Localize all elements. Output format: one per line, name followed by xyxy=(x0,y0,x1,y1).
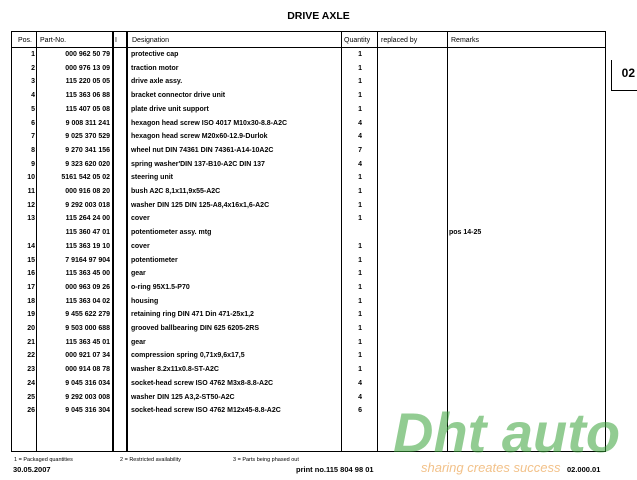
cell-remarks: pos 14-25 xyxy=(449,229,482,237)
cell-pos: 21 xyxy=(27,338,35,346)
cell-part-no: 115 363 45 00 xyxy=(65,270,110,278)
cell-designation: cover xyxy=(131,242,150,250)
header-pos: Pos. xyxy=(18,37,33,44)
cell-part-no: 9 455 622 279 xyxy=(65,311,110,319)
table-row xyxy=(12,49,605,63)
cell-part-no: 9 008 311 241 xyxy=(65,119,110,127)
cell-pos: 15 xyxy=(27,256,35,264)
cell-designation: socket-head screw ISO 4762 M12x45-8.8-A2C xyxy=(131,407,281,415)
cell-pos: 19 xyxy=(27,311,35,319)
cell-pos: 22 xyxy=(27,352,35,360)
table-row xyxy=(12,131,605,145)
cell-pos: 2 xyxy=(31,64,35,72)
section-tab-label: 02 xyxy=(621,66,635,80)
table-row xyxy=(12,104,605,118)
cell-part-no: 9 503 000 688 xyxy=(65,325,110,332)
cell-designation: gear xyxy=(131,338,146,346)
cell-designation: grooved ballbearing DIN 625 6205-2RS xyxy=(131,325,259,332)
cell-pos: 3 xyxy=(31,78,35,86)
cell-quantity: 4 xyxy=(358,379,362,387)
page-title: DRIVE AXLE xyxy=(287,10,350,22)
cell-designation: traction motor xyxy=(131,64,179,72)
table-row xyxy=(12,364,605,378)
cell-part-no: 115 363 19 10 xyxy=(65,242,110,250)
table-row xyxy=(12,118,605,132)
table-row xyxy=(12,378,605,392)
table-row xyxy=(12,90,605,104)
table-row xyxy=(12,227,605,241)
cell-quantity: 1 xyxy=(358,78,362,86)
table-row xyxy=(12,337,605,351)
table-row xyxy=(12,323,605,337)
cell-part-no: 115 363 04 02 xyxy=(65,297,110,305)
table-row xyxy=(12,282,605,296)
table-row xyxy=(12,350,605,364)
cell-quantity: 1 xyxy=(358,283,362,291)
cell-designation: cover xyxy=(131,215,150,223)
legend-restricted: 2 = Restricted availability xyxy=(120,457,181,463)
footer-date: 30.05.2007 xyxy=(13,465,51,474)
legend-phased-out: 3 = Parts being phased out xyxy=(233,457,299,463)
cell-designation: washer DIN 125 DIN 125-A8,4x16x1,6-A2C xyxy=(131,201,270,209)
cell-quantity: 1 xyxy=(358,64,362,72)
cell-pos: 9 xyxy=(31,160,35,168)
cell-pos: 10 xyxy=(27,174,35,182)
cell-pos: 13 xyxy=(27,215,35,223)
legend-packaged: 1 = Packaged quantities xyxy=(14,457,73,463)
cell-quantity: 1 xyxy=(358,366,362,374)
cell-pos: 12 xyxy=(27,201,35,209)
cell-designation: potentiometer xyxy=(131,256,178,264)
cell-pos: 20 xyxy=(27,325,35,332)
cell-designation: washer DIN 125 A3,2-ST50-A2C xyxy=(131,393,235,401)
cell-part-no: 9 045 316 304 xyxy=(65,407,110,415)
cell-part-no: 9 323 620 020 xyxy=(65,160,110,168)
table-row xyxy=(12,172,605,186)
cell-pos: 1 xyxy=(31,51,35,58)
cell-part-no: 115 264 24 00 xyxy=(65,215,110,223)
cell-part-no: 000 914 08 78 xyxy=(65,366,110,374)
table-row xyxy=(12,296,605,310)
cell-part-no: 9 270 341 156 xyxy=(65,146,110,154)
cell-quantity: 1 xyxy=(358,311,362,319)
cell-pos: 11 xyxy=(27,188,35,195)
cell-quantity: 1 xyxy=(358,92,362,100)
cell-designation: bush A2C 8,1x11,9x55-A2C xyxy=(131,188,221,195)
cell-quantity: 4 xyxy=(358,160,362,168)
table-row xyxy=(12,255,605,269)
cell-designation: protective cap xyxy=(131,51,179,58)
cell-designation: potentiometer assy. mtg xyxy=(131,229,212,237)
cell-pos: 18 xyxy=(27,297,35,305)
footer-print-no: print no.115 804 98 01 xyxy=(296,465,374,474)
dht-auto-watermark-logo xyxy=(393,398,633,476)
cell-part-no: 000 976 13 09 xyxy=(65,64,110,72)
parts-table xyxy=(11,31,606,452)
cell-part-no: 115 363 06 88 xyxy=(65,92,110,100)
cell-quantity: 1 xyxy=(358,188,362,195)
cell-designation: spring washer'DIN 137-B10-A2C DIN 137 xyxy=(131,160,265,168)
cell-quantity: 1 xyxy=(358,201,362,209)
cell-quantity: 1 xyxy=(358,270,362,278)
cell-designation: retaining ring DIN 471 Din 471-25x1,2 xyxy=(131,311,254,319)
table-row xyxy=(12,309,605,323)
cell-part-no: 9 292 003 018 xyxy=(65,201,110,209)
table-row xyxy=(12,76,605,90)
table-row xyxy=(12,63,605,77)
cell-designation: washer 8.2x11x0.8-ST-A2C xyxy=(131,366,219,374)
cell-part-no: 7 9164 97 904 xyxy=(65,256,110,264)
table-row xyxy=(12,213,605,227)
header-rule xyxy=(12,47,605,48)
cell-pos: 7 xyxy=(31,133,35,141)
cell-quantity: 1 xyxy=(358,105,362,113)
cell-quantity: 6 xyxy=(358,407,362,415)
cell-quantity: 4 xyxy=(358,393,362,401)
cell-part-no: 000 921 07 34 xyxy=(65,352,110,360)
cell-part-no: 5161 542 05 02 xyxy=(61,174,110,182)
cell-designation: drive axle assy. xyxy=(131,78,183,86)
table-row xyxy=(12,159,605,173)
cell-part-no: 115 220 05 05 xyxy=(65,78,110,86)
cell-designation: o-ring 95X1.5-P70 xyxy=(131,283,190,291)
cell-part-no: 115 363 45 01 xyxy=(65,338,110,346)
cell-pos: 14 xyxy=(27,242,35,250)
cell-part-no: 9 292 003 008 xyxy=(65,393,110,401)
cell-pos: 17 xyxy=(27,283,35,291)
cell-designation: hexagon head screw M20x60-12.9-Durlok xyxy=(131,133,268,141)
cell-part-no: 115 407 05 08 xyxy=(65,105,110,113)
header-quantity: Quantity xyxy=(344,37,371,44)
cell-pos: 6 xyxy=(31,119,35,127)
cell-pos: 25 xyxy=(27,393,35,401)
cell-quantity: 1 xyxy=(358,297,362,305)
watermark-tagline: sharing creates success xyxy=(421,460,561,475)
cell-part-no: 9 045 316 034 xyxy=(65,379,110,387)
header-designation: Designation xyxy=(132,37,169,44)
header-replaced-by: replaced by xyxy=(381,37,418,44)
header-i: I xyxy=(115,37,117,44)
cell-part-no: 000 962 50 79 xyxy=(65,51,110,58)
footer-page-code: 02.000.01 xyxy=(567,465,601,474)
cell-quantity: 7 xyxy=(358,146,362,154)
cell-pos: 16 xyxy=(27,270,35,278)
cell-quantity: 1 xyxy=(358,338,362,346)
cell-designation: compression spring 0,71x9,6x17,5 xyxy=(131,352,245,360)
table-row xyxy=(12,268,605,282)
cell-pos: 26 xyxy=(27,407,35,415)
cell-quantity: 4 xyxy=(358,133,362,141)
cell-pos: 24 xyxy=(27,379,35,387)
cell-designation: plate drive unit support xyxy=(131,105,209,113)
cell-designation: hexagon head screw ISO 4017 M10x30-8.8-A2C xyxy=(131,119,288,127)
section-tab xyxy=(611,60,637,91)
table-row xyxy=(12,145,605,159)
cell-part-no: 000 963 09 26 xyxy=(65,283,110,291)
cell-pos: 8 xyxy=(31,146,35,154)
cell-part-no: 000 916 08 20 xyxy=(65,188,110,195)
cell-designation: gear xyxy=(131,270,146,278)
cell-part-no: 115 360 47 01 xyxy=(65,229,110,237)
cell-quantity: 1 xyxy=(358,352,362,360)
cell-quantity: 1 xyxy=(358,51,362,58)
cell-designation: socket-head screw ISO 4762 M3x8-8.8-A2C xyxy=(131,379,274,387)
table-row xyxy=(12,200,605,214)
table-row xyxy=(12,241,605,255)
cell-designation: wheel nut DIN 74361 DIN 74361-A14-10A2C xyxy=(131,146,274,154)
header-remarks: Remarks xyxy=(451,37,480,44)
cell-designation: housing xyxy=(131,297,159,305)
cell-pos: 23 xyxy=(27,366,35,374)
cell-quantity: 4 xyxy=(358,119,362,127)
cell-quantity: 1 xyxy=(358,242,362,250)
table-row xyxy=(12,186,605,200)
cell-designation: steering unit xyxy=(131,174,174,182)
cell-quantity: 1 xyxy=(358,215,362,223)
header-part-no: Part-No. xyxy=(40,37,67,44)
cell-part-no: 9 025 370 529 xyxy=(65,133,110,141)
watermark-brand: Dht auto xyxy=(393,401,621,464)
cell-pos: 4 xyxy=(31,92,35,100)
cell-pos: 5 xyxy=(31,105,35,113)
cell-quantity: 1 xyxy=(358,325,362,332)
cell-quantity: 1 xyxy=(358,256,362,264)
cell-quantity: 1 xyxy=(358,174,362,182)
cell-designation: bracket connector drive unit xyxy=(131,92,226,100)
